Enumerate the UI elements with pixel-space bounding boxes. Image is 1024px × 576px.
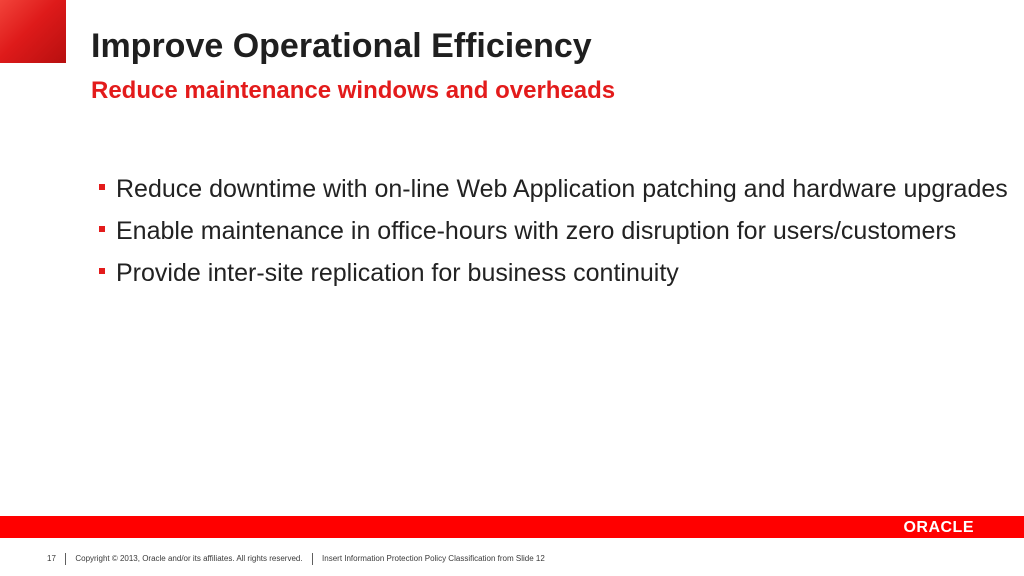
- footer-divider: [65, 553, 66, 565]
- slide-footer: [47, 553, 545, 565]
- square-bullet-icon: [99, 226, 105, 232]
- footer-divider: [312, 553, 313, 565]
- bullet-text: Provide inter-site replication for business continuity: [116, 259, 679, 287]
- bullet-item: [99, 172, 1014, 206]
- square-bullet-icon: [99, 184, 105, 190]
- bullet-text: Enable maintenance in office-hours with zero disruption for users/customers: [116, 217, 957, 245]
- bullet-text: Reduce downtime with on-line Web Application patching and hardware upgrades: [116, 175, 1008, 203]
- footer-red-band: [0, 516, 1024, 538]
- bullet-item: [99, 256, 1014, 290]
- slide-subtitle: Reduce maintenance windows and overheads: [91, 77, 616, 104]
- oracle-logo: ORACLE: [903, 519, 974, 536]
- page-number: 17: [47, 554, 56, 563]
- slide-title: Improve Operational Efficiency: [91, 27, 592, 65]
- copyright-notice: Copyright © 2013, Oracle and/or its affiliates. All rights reserved.: [75, 554, 303, 563]
- brand-red-block: [0, 0, 66, 63]
- bullet-item: [99, 214, 1014, 248]
- classification-notice: Insert Information Protection Policy Classification from Slide 12: [322, 554, 545, 563]
- square-bullet-icon: [99, 268, 105, 274]
- bullet-list: [99, 172, 1014, 298]
